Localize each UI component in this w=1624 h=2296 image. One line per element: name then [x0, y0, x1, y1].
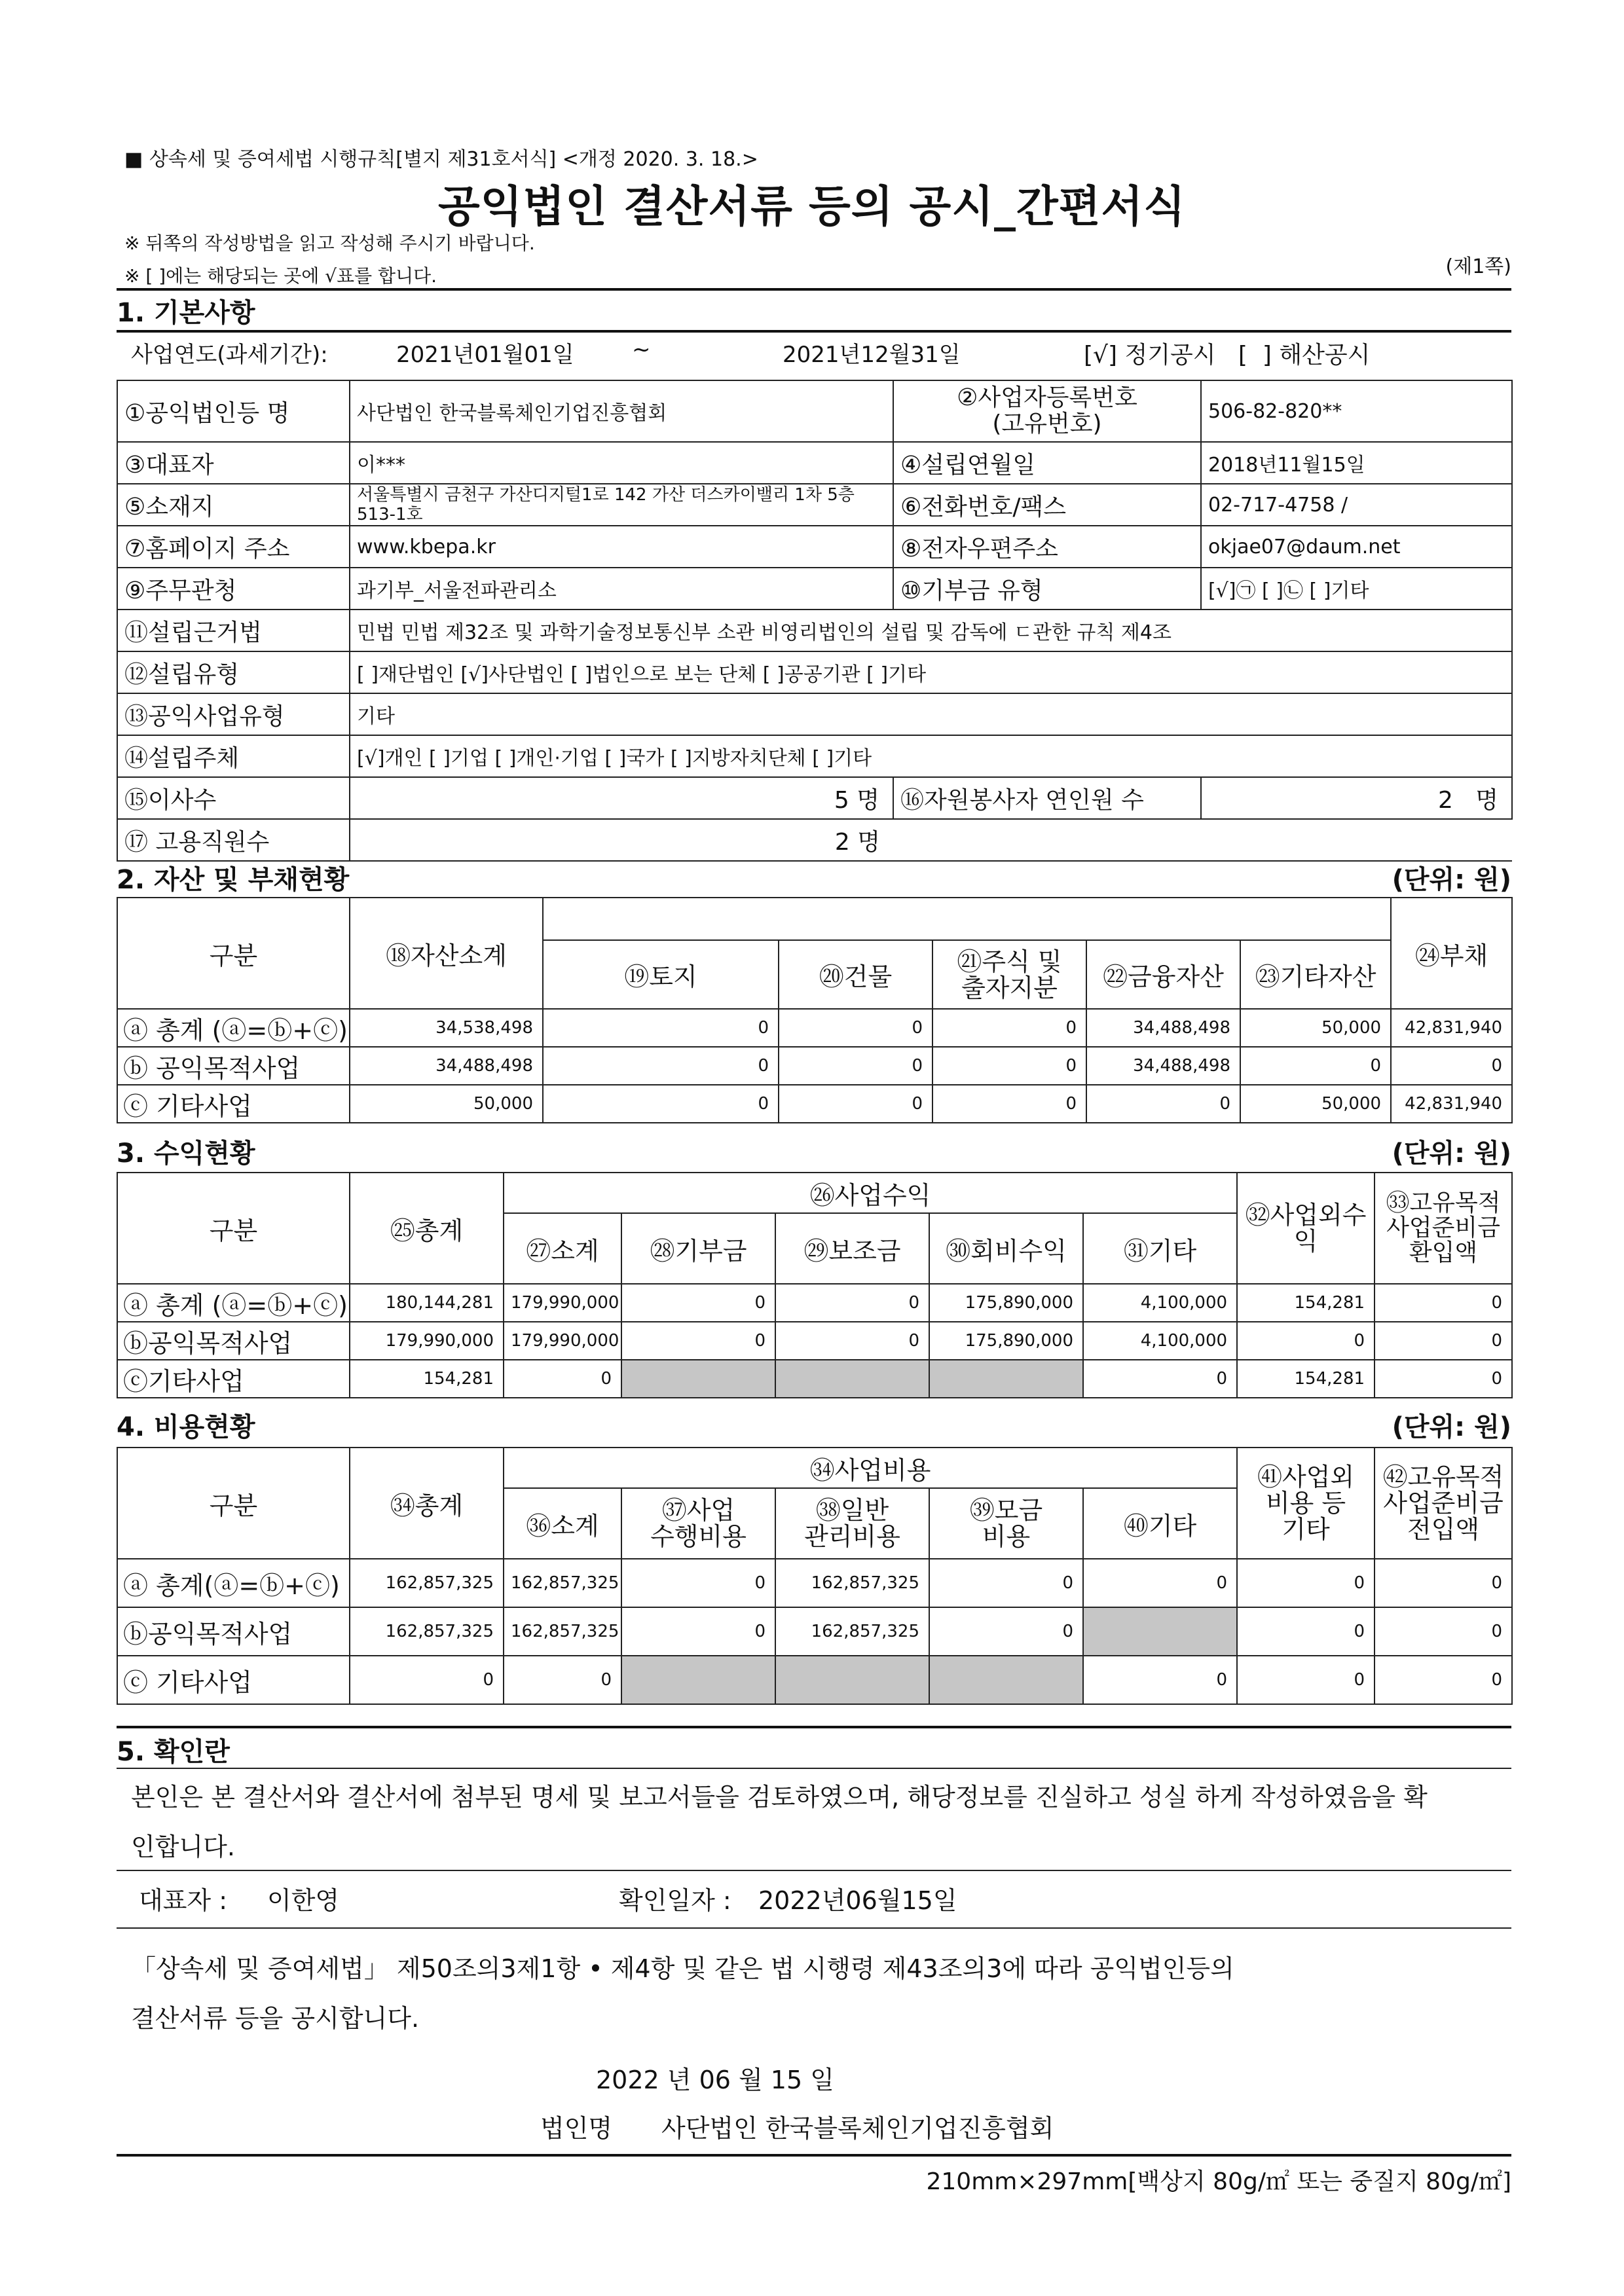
legal-reference: ■ 상속세 및 증여세법 시행규칙[별지 제31호서식] <개정 2020. 3. 18.>: [124, 148, 758, 171]
authority-value: 과기부_서울전파관리소: [350, 568, 893, 610]
confirm-date-value: 2022년06월15일: [758, 1886, 957, 1915]
revenue-unit: (단위: 원): [1392, 1139, 1511, 1169]
expense-unit: (단위: 원): [1392, 1412, 1511, 1442]
org-name-value: 사단법인 한국블록체인기업진흥협회: [350, 380, 893, 442]
expense-table: [117, 1447, 1513, 1705]
established-date-value: 2018년11월15일: [1201, 442, 1512, 484]
email-label: ⑧전자우편주소: [893, 526, 1201, 568]
expense-cell: 0: [350, 1656, 504, 1704]
section-revenue-title: 3. 수익현황: [117, 1139, 255, 1169]
section-expense-title: 4. 비용현황: [117, 1412, 255, 1442]
revenue-cell: 0: [1083, 1360, 1237, 1398]
basic-info-table: [117, 380, 1513, 862]
expense-header-fundraising: ㊴모금 비용: [929, 1488, 1083, 1559]
revenue-table: [117, 1172, 1513, 1398]
revenue-cell: 4,100,000: [1083, 1322, 1237, 1360]
assets-cell: 50,000: [350, 1085, 543, 1123]
assets-cell: 50,000: [1240, 1009, 1391, 1047]
assets-unit: (단위: 원): [1392, 865, 1511, 895]
expense-cell: 0: [1375, 1607, 1512, 1656]
business-number-label: ②사업자등록번호 (고유번호): [893, 380, 1201, 442]
revenue-cell: 154,281: [1237, 1360, 1375, 1398]
revenue-cell: 179,990,000: [504, 1322, 621, 1360]
assets-header-category: 구분: [117, 898, 350, 1009]
law-statement-line1: 「상속세 및 증여세법」 제50조의3제1항 • 제4항 및 같은 법 시행령 제43조의3에 따라 공익법인등의: [131, 1954, 1234, 1983]
assets-cell: 0: [932, 1047, 1086, 1085]
assets-cell: 0: [779, 1009, 932, 1047]
directors-value: 5 명: [350, 777, 893, 819]
expense-header-total: ㉞총계: [350, 1448, 504, 1559]
assets-cell: 0: [932, 1085, 1086, 1123]
assets-cell: 0: [543, 1009, 779, 1047]
expense-cell: 0: [929, 1559, 1083, 1607]
assets-cell: 34,488,498: [350, 1047, 543, 1085]
expense-header-subtotal: ㊱소계: [504, 1488, 621, 1559]
section-basic-title: 1. 기본사항: [117, 298, 255, 328]
expense-cell: 0: [1083, 1656, 1237, 1704]
assets-header-land: ⑲토지: [543, 940, 779, 1009]
disclosure-type: [√] 정기공시 [ ] 해산공시: [1084, 342, 1371, 369]
address-label: ⑤소재지: [117, 484, 350, 526]
expense-cell-disabled: [621, 1656, 775, 1704]
assets-header-liabilities: ㉔부채: [1391, 898, 1512, 1009]
homepage-value: www.kbepa.kr: [350, 526, 893, 568]
revenue-header-subtotal: ㉗소계: [504, 1213, 621, 1284]
expense-header-other-cost: ㊶사업외 비용 등 기타: [1237, 1448, 1375, 1559]
revenue-header-other: ㉛기타: [1083, 1213, 1237, 1284]
revenue-cell: 175,890,000: [929, 1284, 1083, 1322]
expense-cell-disabled: [1083, 1607, 1237, 1656]
donation-type-label: ⑩기부금 유형: [893, 568, 1201, 610]
revenue-header-total: ㉕총계: [350, 1173, 504, 1284]
expense-cell: 0: [929, 1607, 1083, 1656]
expense-header-admin: ㊳일반 관리비용: [775, 1488, 929, 1559]
revenue-cell: 0: [621, 1284, 775, 1322]
authority-label: ⑨주무관청: [117, 568, 350, 610]
assets-cell: 0: [1086, 1085, 1240, 1123]
assets-cell: 0: [779, 1085, 932, 1123]
expense-header-business: ㉞사업비용: [504, 1448, 1237, 1488]
revenue-cell: 0: [775, 1284, 929, 1322]
assets-cell: 0: [1240, 1047, 1391, 1085]
org-name-label: ①공익법인등 명: [117, 380, 350, 442]
page-number: (제1쪽): [1445, 255, 1511, 278]
email-value: okjae07@daum.net: [1201, 526, 1512, 568]
expense-cell: 162,857,325: [504, 1559, 621, 1607]
revenue-cell: 179,990,000: [504, 1284, 621, 1322]
expense-row-other-label: ⓒ 기타사업: [117, 1656, 350, 1704]
confirm-date-label: 확인일자 :: [619, 1886, 731, 1915]
revenue-row-other-label: ⓒ기타사업: [117, 1360, 350, 1398]
founder-label: ⑭설립주체: [117, 735, 350, 777]
expense-cell: 0: [1083, 1559, 1237, 1607]
instruction-note-1: ※ 뒤쪽의 작성방법을 읽고 작성해 주시기 바랍니다.: [124, 232, 535, 254]
page-title: 공익법인 결산서류 등의 공시_간편서식: [437, 181, 1187, 232]
revenue-cell: 154,281: [350, 1360, 504, 1398]
assets-cell: 42,831,940: [1391, 1085, 1512, 1123]
assets-cell: 0: [543, 1085, 779, 1123]
revenue-row-total-label: ⓐ 총계 (ⓐ=ⓑ+ⓒ): [117, 1284, 350, 1322]
corporation-label: 법인명: [540, 2114, 613, 2143]
assets-cell: 0: [932, 1009, 1086, 1047]
revenue-header-donation: ㉘기부금: [621, 1213, 775, 1284]
representative-sign-label: 대표자 :: [139, 1886, 228, 1915]
law-statement-line2: 결산서류 등을 공시합니다.: [131, 2004, 420, 2033]
assets-header-other: ㉓기타자산: [1240, 940, 1391, 1009]
assets-row-total-label: ⓐ 총계 (ⓐ=ⓑ+ⓒ): [117, 1009, 350, 1047]
confirm-statement-line2: 인합니다.: [131, 1832, 235, 1861]
establishment-type-value: [ ]재단법인 [√]사단법인 [ ]법인으로 보는 단체 [ ]공공기관 [ ]기타: [350, 651, 1512, 693]
disclosure-date: 2022 년 06 월 15 일: [596, 2066, 834, 2094]
expense-cell: 0: [504, 1656, 621, 1704]
assets-header-stocks: ㉑주식 및 출자지분: [932, 940, 1086, 1009]
public-business-type-label: ⑬공익사업유형: [117, 693, 350, 735]
donation-type-value: [√]㉠ [ ]㉡ [ ]기타: [1201, 568, 1512, 610]
expense-cell: 162,857,325: [504, 1607, 621, 1656]
volunteers-value: 2 명: [1201, 777, 1512, 819]
legal-basis-value: 민법 민법 제32조 및 과학기술정보통신부 소관 비영리법인의 설립 및 감독에 ㄷ관한 규칙 제4조: [350, 610, 1512, 651]
section-confirm-title: 5. 확인란: [117, 1737, 230, 1767]
representative-sign-name: 이한영: [267, 1886, 340, 1915]
volunteers-label: ⑯자원봉사자 연인원 수: [893, 777, 1201, 819]
homepage-label: ⑦홈페이지 주소: [117, 526, 350, 568]
assets-row-public-label: ⓑ 공익목적사업: [117, 1047, 350, 1085]
revenue-cell: 154,281: [1237, 1284, 1375, 1322]
revenue-row-public-label: ⓑ공익목적사업: [117, 1322, 350, 1360]
assets-cell: 0: [779, 1047, 932, 1085]
expense-cell: 162,857,325: [775, 1607, 929, 1656]
revenue-cell: 0: [1375, 1360, 1512, 1398]
period-end: 2021년12월31일: [783, 342, 961, 368]
assets-header-financial: ㉒금융자산: [1086, 940, 1240, 1009]
revenue-cell: 179,990,000: [350, 1322, 504, 1360]
expense-cell: 0: [1375, 1559, 1512, 1607]
assets-cell: 34,538,498: [350, 1009, 543, 1047]
revenue-header-subsidy: ㉙보조금: [775, 1213, 929, 1284]
expense-header-operation: ㊲사업 수행비용: [621, 1488, 775, 1559]
expense-cell: 0: [1375, 1656, 1512, 1704]
assets-row-other-label: ⓒ 기타사업: [117, 1085, 350, 1123]
revenue-cell: 0: [1237, 1322, 1375, 1360]
revenue-header-nonoperating: ㉜사업외수익: [1237, 1173, 1375, 1284]
revenue-header-business: ㉖사업수익: [504, 1173, 1237, 1213]
expense-cell: 162,857,325: [775, 1559, 929, 1607]
revenue-cell-disabled: [929, 1360, 1083, 1398]
revenue-header-membership: ㉚회비수익: [929, 1213, 1083, 1284]
revenue-header-category: 구분: [117, 1173, 350, 1284]
expense-cell: 162,857,325: [350, 1559, 504, 1607]
period-start: 2021년01월01일: [396, 342, 574, 368]
assets-cell: 34,488,498: [1086, 1047, 1240, 1085]
expense-cell: 162,857,325: [350, 1607, 504, 1656]
legal-basis-label: ⑪설립근거법: [117, 610, 350, 651]
assets-header-subtotal: ⑱자산소계: [350, 898, 543, 1009]
representative-value: 이***: [350, 442, 893, 484]
revenue-cell: 175,890,000: [929, 1322, 1083, 1360]
established-date-label: ④설립연월일: [893, 442, 1201, 484]
period-label: 사업연도(과세기간):: [131, 342, 328, 368]
phone-fax-label: ⑥전화번호/팩스: [893, 484, 1201, 526]
expense-cell-disabled: [929, 1656, 1083, 1704]
employees-label: ⑰ 고용직원수: [117, 819, 350, 861]
revenue-header-reserve: ㉝고유목적사업준비금환입액: [1375, 1173, 1512, 1284]
revenue-cell: 0: [504, 1360, 621, 1398]
assets-cell: 50,000: [1240, 1085, 1391, 1123]
confirm-statement-line1: 본인은 본 결산서와 결산서에 첨부된 명세 및 보고서들을 검토하였으며, 해당정보를 진실하고 성실 하게 작성하였음을 확: [131, 1783, 1428, 1812]
directors-label: ⑮이사수: [117, 777, 350, 819]
assets-header-building: ⑳건물: [779, 940, 932, 1009]
establishment-type-label: ⑫설립유형: [117, 651, 350, 693]
revenue-cell: 0: [1375, 1322, 1512, 1360]
expense-row-public-label: ⓑ공익목적사업: [117, 1607, 350, 1656]
public-business-type-value: 기타: [350, 693, 1512, 735]
representative-label: ③대표자: [117, 442, 350, 484]
expense-cell: 0: [1237, 1607, 1375, 1656]
expense-row-total-label: ⓐ 총계(ⓐ=ⓑ+ⓒ): [117, 1559, 350, 1607]
paper-spec: 210mm×297mm[백상지 80g/㎡ 또는 중질지 80g/㎡]: [926, 2168, 1511, 2195]
revenue-cell: 0: [775, 1322, 929, 1360]
assets-cell: 0: [1391, 1047, 1512, 1085]
corporation-name: 사단법인 한국블록체인기업진흥협회: [661, 2114, 1054, 2143]
period-separator: ~: [632, 337, 651, 363]
expense-header-category: 구분: [117, 1448, 350, 1559]
revenue-cell: 4,100,000: [1083, 1284, 1237, 1322]
revenue-cell: 0: [621, 1322, 775, 1360]
address-value: 서울특별시 금천구 가산디지털1로 142 가산 더스카이밸리 1차 5층 513-1호: [350, 484, 893, 526]
expense-cell: 0: [621, 1559, 775, 1607]
revenue-cell-disabled: [775, 1360, 929, 1398]
expense-cell: 0: [1237, 1559, 1375, 1607]
expense-cell: 0: [621, 1607, 775, 1656]
instruction-note-2: ※ [ ]에는 해당되는 곳에 √표를 합니다.: [124, 265, 437, 287]
revenue-cell: 0: [1375, 1284, 1512, 1322]
expense-header-reserve: ㊷고유목적 사업준비금 전입액: [1375, 1448, 1512, 1559]
expense-cell: 0: [1237, 1656, 1375, 1704]
assets-table: [117, 897, 1513, 1123]
expense-header-other: ㊵기타: [1083, 1488, 1237, 1559]
expense-cell-disabled: [775, 1656, 929, 1704]
assets-cell: 34,488,498: [1086, 1009, 1240, 1047]
revenue-cell: 180,144,281: [350, 1284, 504, 1322]
employees-value: 2 명: [350, 819, 893, 861]
phone-fax-value: 02-717-4758 /: [1201, 484, 1512, 526]
revenue-cell-disabled: [621, 1360, 775, 1398]
assets-cell: 0: [543, 1047, 779, 1085]
founder-value: [√]개인 [ ]기업 [ ]개인·기업 [ ]국가 [ ]지방자치단체 [ ]기타: [350, 735, 1512, 777]
business-number-value: 506-82-820**: [1201, 380, 1512, 442]
section-assets-title: 2. 자산 및 부채현황: [117, 865, 350, 895]
assets-cell: 42,831,940: [1391, 1009, 1512, 1047]
